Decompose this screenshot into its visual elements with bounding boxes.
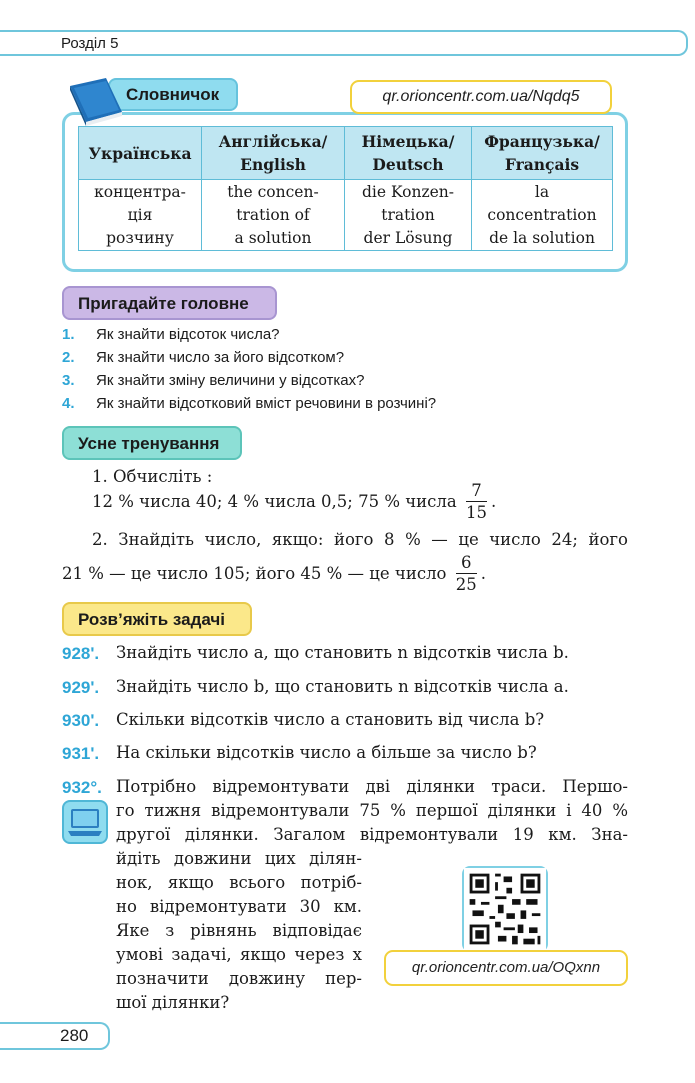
header-french: Французька/ Français xyxy=(472,127,613,180)
task-932-line: но відремонтувати 30 км. xyxy=(116,897,362,916)
question-text: Як знайти зміну величини у відсотках? xyxy=(96,372,365,389)
task-text: Знайдіть число b, що становить n відсотків числа a. xyxy=(116,677,569,696)
section-title: Розділ 5 xyxy=(61,35,119,52)
fraction-7-15 xyxy=(466,481,487,524)
task-932-line: шої ділянки? xyxy=(116,993,230,1012)
dictionary-qr-link[interactable]: qr.orioncentr.com.ua/Nqdq5 xyxy=(350,80,612,114)
task-number: 929ʹ. xyxy=(62,678,100,697)
cell-german: die Konzen- tration der Lösung xyxy=(345,180,472,251)
exercise-1-line xyxy=(92,481,496,524)
qr-code-pattern xyxy=(464,868,546,950)
task-number: 932°. xyxy=(62,778,102,797)
laptop-icon xyxy=(62,800,108,844)
task-932-line: умові задачі, якщо через x xyxy=(116,945,362,964)
cell-english: the concen- tration of a solution xyxy=(202,180,345,251)
fraction-denominator: 15 xyxy=(465,503,487,522)
question-number: 3. xyxy=(62,372,75,389)
page-number-bar xyxy=(0,1022,110,1050)
tasks-title: Розв’яжіть задачі xyxy=(62,602,252,636)
question-text: Як знайти число за його відсотком? xyxy=(96,349,345,366)
exercise-2-line-2 xyxy=(62,553,486,596)
question-text: Як знайти відсотковий вміст речовини в розчині? xyxy=(96,395,437,412)
fraction-6-25 xyxy=(456,553,477,596)
header-ukrainian: Українська xyxy=(79,127,202,180)
exercise-2-text: 21 % — це число 105; його 45 % — це число xyxy=(62,564,447,583)
header-english: Англійська/ English xyxy=(202,127,345,180)
task-932-line: йдіть довжини цих ділян- xyxy=(116,849,362,868)
fraction-denominator: 25 xyxy=(455,575,477,594)
exercise-1-text: 12 % числа 40; 4 % числа 0,5; 75 % числа xyxy=(92,492,457,511)
page-number: 280 xyxy=(60,1026,89,1045)
cell-french: la concentration de la solution xyxy=(472,180,613,251)
qr-code[interactable] xyxy=(462,866,548,952)
task-932-line: Яке з рівнянь відповідає xyxy=(116,921,362,940)
task-number: 931ʹ. xyxy=(62,744,100,763)
oral-training-title: Усне тренування xyxy=(62,426,242,460)
dictionary-table xyxy=(78,126,613,251)
question-text: Як знайти відсоток числа? xyxy=(96,326,280,343)
period: . xyxy=(490,492,497,511)
question-number: 2. xyxy=(62,349,75,366)
fraction-numerator: 7 xyxy=(466,481,487,502)
dictionary-title: Словничок xyxy=(108,78,238,111)
task-932-line: позначити довжину пер- xyxy=(116,969,362,988)
task-text: Скільки відсотків число a становить від числа b? xyxy=(116,710,545,729)
period: . xyxy=(480,564,486,583)
question-number: 4. xyxy=(62,395,75,412)
fraction-numerator: 6 xyxy=(456,553,477,574)
task-text: На скільки відсотків число a більше за число b? xyxy=(116,743,537,762)
exercise-2-line-1: 2. Знайдіть число, якщо: його 8 % — це число 24; його xyxy=(92,530,628,549)
cell-ukrainian: концентра- ція розчину xyxy=(79,180,202,251)
task-932-line: нок, якщо всього потріб- xyxy=(116,873,362,892)
book-icon xyxy=(66,72,126,130)
exercise-1-title: 1. Обчисліть : xyxy=(92,467,213,486)
table-row xyxy=(79,180,613,251)
task-932-line: Потрібно відремонтувати дві ділянки траси. Першо- xyxy=(116,777,628,796)
question-number: 1. xyxy=(62,326,75,343)
task-number: 928ʹ. xyxy=(62,644,100,663)
task-932-line: другої ділянки. Загалом відремонтували 19 км. Зна- xyxy=(116,825,628,844)
task-text: Знайдіть число a, що становить n відсотків числа b. xyxy=(116,643,569,662)
remember-title: Пригадайте головне xyxy=(62,286,277,320)
table-header-row xyxy=(79,127,613,180)
task-932-line: го тижня відремонтували 75 % першої ділянки і 40 % xyxy=(116,801,628,820)
header-german: Німецька/ Deutsch xyxy=(345,127,472,180)
task-qr-link[interactable]: qr.orioncentr.com.ua/OQxnn xyxy=(384,950,628,986)
task-number: 930ʹ. xyxy=(62,711,100,730)
